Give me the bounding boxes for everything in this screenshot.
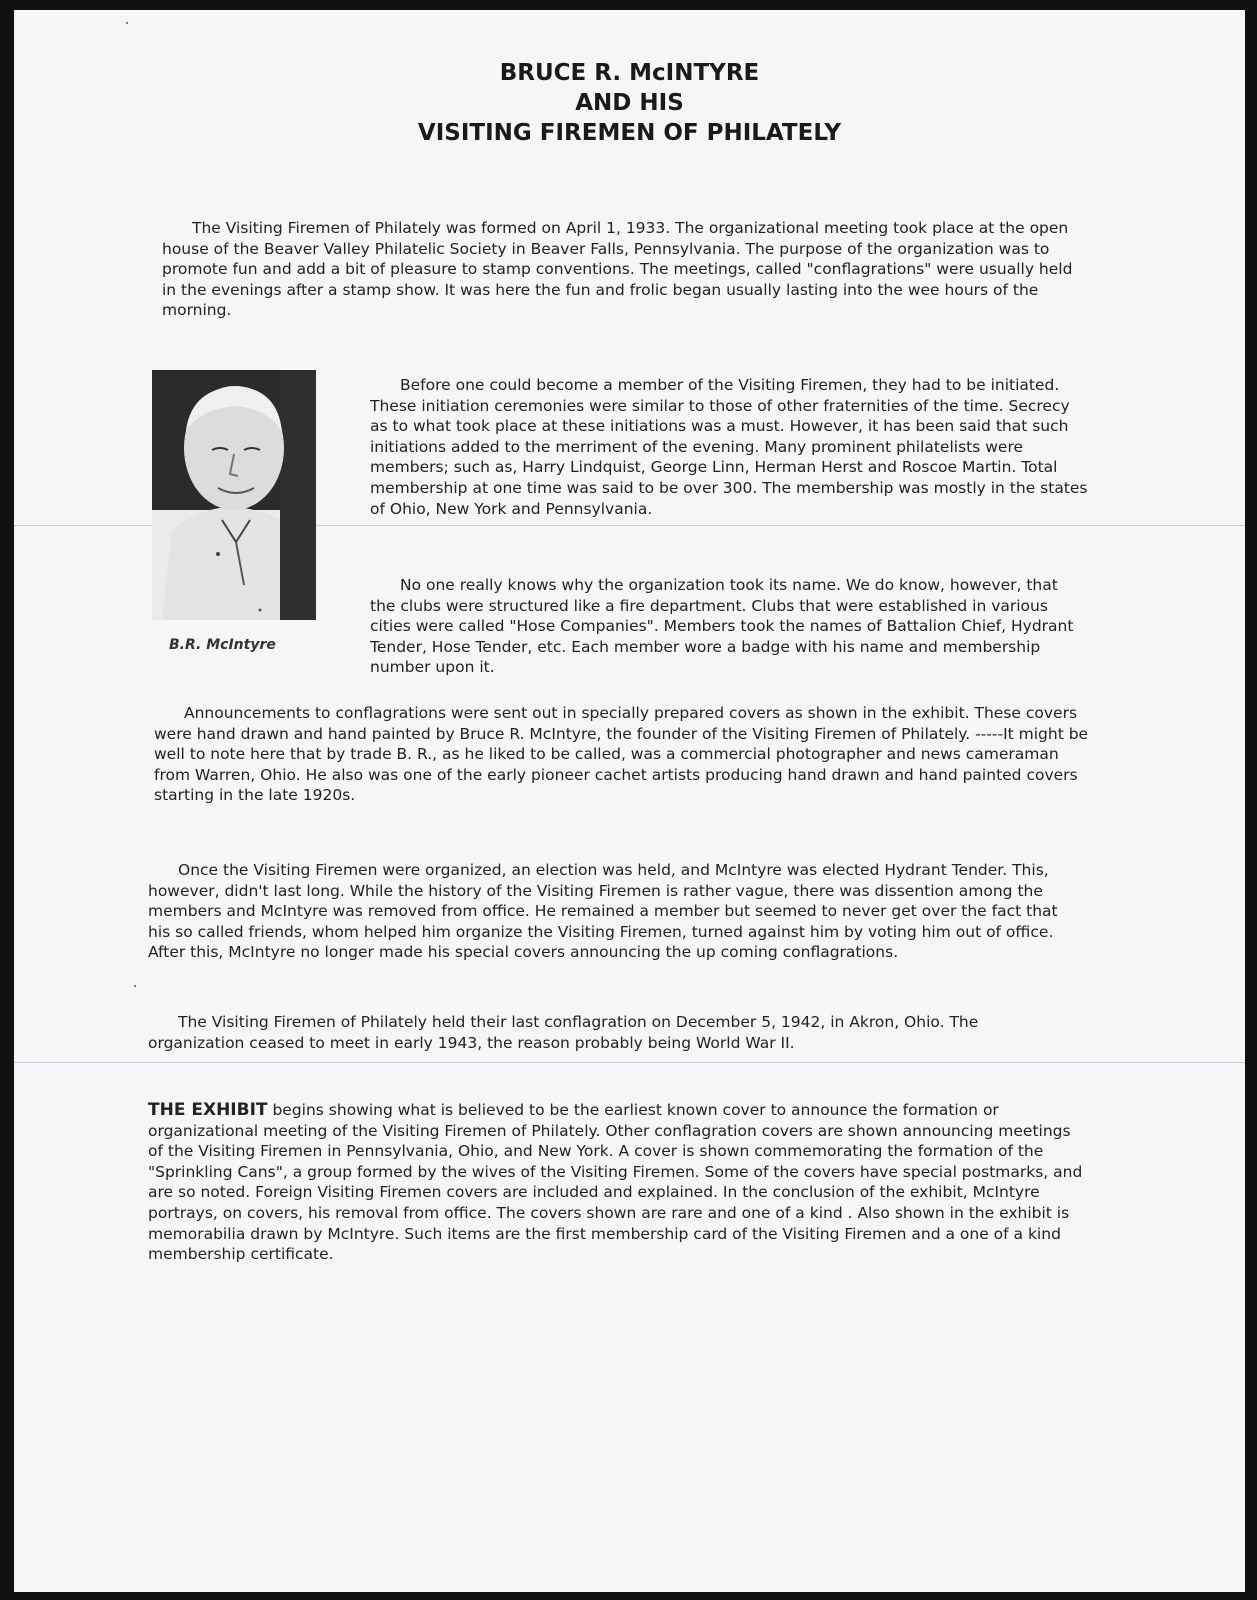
intro-paragraph: The Visiting Firemen of Philately was formed on April 1, 1933. The organizational meeting took place at the open house of the Beaver Valley Philatelic Society in Beaver Falls, Pennsylvania. The purpose of the organization was to promote fun and add a bit of pleasure to stamp conventions. The meetings, called "conflagrations" were usually held in the evenings after a stamp show. It was here the fun and frolic began usually lasting into the wee hours of the morning. bbox=[162, 219, 1073, 320]
exhibit-paragraph bbox=[148, 1100, 1083, 1265]
exhibit-lead: THE EXHIBIT bbox=[148, 1100, 268, 1120]
title-line-3: VISITING FIREMEN OF PHILATELY bbox=[417, 120, 842, 146]
document-page bbox=[14, 10, 1245, 1592]
announcements-paragraph: Announcements to conflagrations were sent out in specially prepared covers as shown in the exhibit. These covers were hand drawn and hand painted by Bruce R. McIntyre, the founder of the Visiting Firemen of Philately. -----It might be well to note here that by trade B. R., as he liked to be called, was a commercial photographer and news cameraman from Warren, Ohio. He also was one of the early pioneer cachet artists producing hand drawn and hand painted covers starting in the late 1920s. bbox=[154, 704, 1089, 805]
last-conflagration-paragraph: The Visiting Firemen of Philately held their last conflagration on December 5, 1942, in Akron, Ohio. The organization ceased to meet in early 1943, the reason probably being World War II. bbox=[148, 1013, 979, 1052]
title-line-2: AND HIS bbox=[575, 90, 684, 116]
initiation-paragraph: Before one could become a member of the Visiting Firemen, they had to be initiated. These initiation ceremonies were similar to those of other fraternities of the time. Secrecy as to what took place at these initiations was a must. However, it has been said that such initiations added to the merriment of the evening. Many prominent philatelists were members; such as, Harry Lindquist, George Linn, Herman Herst and Roscoe Martin. Total membership at one time was said to be over 300. The membership was mostly in the states of Ohio, New York and Pennsylvania. bbox=[370, 376, 1088, 518]
speck bbox=[134, 985, 136, 987]
speck bbox=[126, 22, 128, 24]
portrait-photo bbox=[152, 370, 316, 620]
name-paragraph: No one really knows why the organization took its name. We do know, however, that the clubs were structured like a fire department. Clubs that were established in various cities were called "Hose Companies". Members took the names of Battalion Chief, Hydrant Tender, Hose Tender, etc. Each member wore a badge with his name and membership number upon it. bbox=[370, 576, 1074, 677]
document-title bbox=[14, 58, 1245, 148]
exhibit-text: begins showing what is believed to be the earliest known cover to announce the formation or organizational meeting of the Visiting Firemen of Philately. Other conflagration covers are shown announcing meetings of the Visiting Firemen in Pennsylvania, Ohio, and New York. A cover is shown commemorating the formation of the "Sprinkling Cans", a group formed by the wives of the Visiting Firemen. Some of the covers have special postmarks, and are so noted. Foreign Visiting Firemen covers are included and explained. In the conclusion of the exhibit, McIntyre portrays, on covers, his removal from office. The covers shown are rare and one of a kind . Also shown in the exhibit is memorabilia drawn by McIntyre. Such items are the first membership card of the Visiting Firemen and a one of a kind membership certificate. bbox=[148, 1101, 1083, 1264]
title-line-1: BRUCE R. McINTYRE bbox=[499, 60, 760, 86]
election-paragraph: Once the Visiting Firemen were organized, an election was held, and McIntyre was elected Hydrant Tender. This, however, didn't last long. While the history of the Visiting Firemen is rather vague, there was dissention among the members and McIntyre was removed from office. He remained a member but seemed to never get over the fact that his so called friends, whom helped him organize the Visiting Firemen, turned against him by voting him out of office. After this, McIntyre no longer made his special covers announcing the up coming conflagrations. bbox=[148, 861, 1058, 962]
photo-caption: B.R. McIntyre bbox=[169, 637, 276, 653]
fold-line bbox=[14, 1062, 1245, 1063]
